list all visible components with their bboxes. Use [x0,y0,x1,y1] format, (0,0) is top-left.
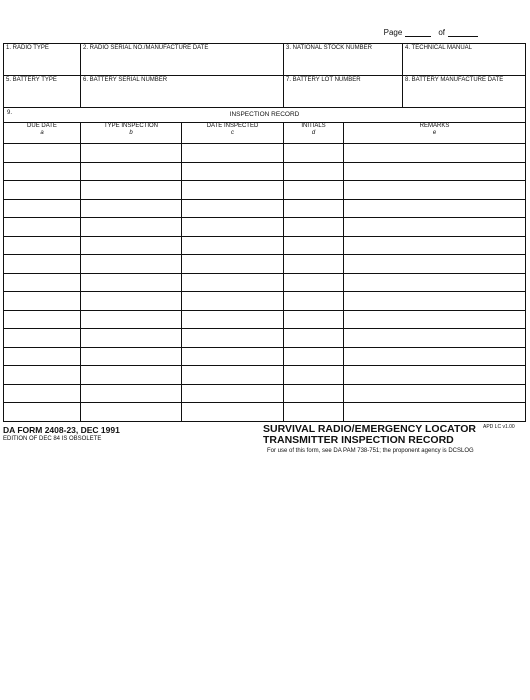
due-date-cell[interactable] [4,181,81,200]
due-date-cell[interactable] [4,403,81,422]
form-id: DA FORM 2408-23, DEC 1991 [3,425,120,435]
edition-note: EDITION OF DEC 84 IS OBSOLETE [3,436,102,442]
remarks-cell[interactable] [344,273,526,292]
table-row [4,181,526,200]
initials-cell[interactable] [284,403,344,422]
type-inspection-cell[interactable] [81,199,182,218]
due-date-cell[interactable] [4,366,81,385]
table-row [4,384,526,403]
page-total-field[interactable] [448,27,478,37]
type-inspection-cell[interactable] [81,162,182,181]
radio-serial-field[interactable] [81,44,284,76]
table-row [4,273,526,292]
battery-serial-field[interactable] [81,76,284,108]
battery-manufacture-label: 8. BATTERY MANUFACTURE DATE [405,77,504,83]
remarks-cell[interactable] [344,384,526,403]
initials-cell[interactable] [284,273,344,292]
due-date-cell[interactable] [4,347,81,366]
record-number: 9. [7,110,13,116]
table-row [4,329,526,348]
date-inspected-cell[interactable] [182,310,284,329]
due-date-cell[interactable] [4,310,81,329]
table-row [4,218,526,237]
due-date-cell[interactable] [4,162,81,181]
col-header-remarks: REMARKS e [344,123,526,144]
stock-number-field[interactable] [284,44,403,76]
due-date-cell[interactable] [4,384,81,403]
table-row [4,255,526,274]
table-row [4,347,526,366]
type-inspection-cell[interactable] [81,384,182,403]
stock-number-label: 3. NATIONAL STOCK NUMBER [286,45,372,51]
remarks-cell[interactable] [344,292,526,311]
table-row [4,310,526,329]
type-inspection-cell[interactable] [81,273,182,292]
initials-cell[interactable] [284,218,344,237]
type-inspection-cell[interactable] [81,144,182,163]
date-inspected-cell[interactable] [182,329,284,348]
inspection-form [3,43,526,422]
initials-cell[interactable] [284,366,344,385]
due-date-cell[interactable] [4,236,81,255]
col-header-type-inspection: TYPE INSPECTION b [81,123,182,144]
battery-lot-field[interactable] [284,76,403,108]
initials-cell[interactable] [284,199,344,218]
battery-serial-label: 6. BATTERY SERIAL NUMBER [83,77,168,83]
type-inspection-cell[interactable] [81,236,182,255]
table-row [4,162,526,181]
remarks-cell[interactable] [344,199,526,218]
initials-cell[interactable] [284,310,344,329]
date-inspected-cell[interactable] [182,255,284,274]
remarks-cell[interactable] [344,255,526,274]
table-row [4,403,526,422]
date-inspected-cell[interactable] [182,292,284,311]
type-inspection-cell[interactable] [81,310,182,329]
radio-type-label: 1. RADIO TYPE [6,45,49,51]
table-row [4,144,526,163]
type-inspection-cell[interactable] [81,366,182,385]
due-date-cell[interactable] [4,218,81,237]
date-inspected-cell[interactable] [182,347,284,366]
form-title-block [263,424,476,454]
type-inspection-cell[interactable] [81,292,182,311]
col-header-initials: INITIALS d [284,123,344,144]
initials-cell[interactable] [284,255,344,274]
initials-cell[interactable] [284,347,344,366]
due-date-cell[interactable] [4,292,81,311]
initials-cell[interactable] [284,236,344,255]
battery-manufacture-field[interactable] [403,76,526,108]
apd-version: APD LC v1.00 [483,424,515,430]
radio-serial-label: 2. RADIO SERIAL NO./MANUFACTURE DATE [83,45,209,51]
table-row [4,366,526,385]
page-label: Page [383,28,403,37]
table-row [4,199,526,218]
date-inspected-cell[interactable] [182,273,284,292]
date-inspected-cell[interactable] [182,181,284,200]
inspection-rows [4,144,526,422]
due-date-cell[interactable] [4,199,81,218]
type-inspection-cell[interactable] [81,403,182,422]
col-header-date-inspected: DATE INSPECTED c [182,123,284,144]
date-inspected-cell[interactable] [182,162,284,181]
technical-manual-label: 4. TECHNICAL MANUAL [405,45,473,51]
type-inspection-cell[interactable] [81,255,182,274]
battery-lot-label: 7. BATTERY LOT NUMBER [286,77,361,83]
remarks-cell[interactable] [344,366,526,385]
initials-cell[interactable] [284,292,344,311]
usage-note: For use of this form, see DA PAM 738-751; the proponent agency is DCSLOG [267,448,474,454]
table-row [4,236,526,255]
record-title: INSPECTION RECORD [229,111,300,118]
remarks-cell[interactable] [344,236,526,255]
remarks-cell[interactable] [344,181,526,200]
remarks-cell[interactable] [344,218,526,237]
date-inspected-cell[interactable] [182,218,284,237]
remarks-cell[interactable] [344,162,526,181]
date-inspected-cell[interactable] [182,384,284,403]
type-inspection-cell[interactable] [81,218,182,237]
remarks-cell[interactable] [344,310,526,329]
date-inspected-cell[interactable] [182,199,284,218]
type-inspection-cell[interactable] [81,329,182,348]
initials-cell[interactable] [284,181,344,200]
form-title-line2: TRANSMITTER INSPECTION RECORD [263,434,454,446]
of-label: of [438,28,445,37]
due-date-cell[interactable] [4,273,81,292]
initials-cell[interactable] [284,144,344,163]
form-identification [3,425,120,442]
date-inspected-cell[interactable] [182,403,284,422]
due-date-cell[interactable] [4,144,81,163]
remarks-cell[interactable] [344,144,526,163]
initials-cell[interactable] [284,384,344,403]
date-inspected-cell[interactable] [182,236,284,255]
date-inspected-cell[interactable] [182,366,284,385]
type-inspection-cell[interactable] [81,347,182,366]
radio-type-field[interactable] [4,44,81,76]
due-date-cell[interactable] [4,329,81,348]
technical-manual-field[interactable] [403,44,526,76]
form-title-line1: SURVIVAL RADIO/EMERGENCY LOCATOR [263,423,476,435]
inspection-record-header [4,108,526,123]
remarks-cell[interactable] [344,329,526,348]
battery-type-label: 5. BATTERY TYPE [6,77,57,83]
due-date-cell[interactable] [4,255,81,274]
initials-cell[interactable] [284,162,344,181]
page-number-field[interactable] [405,27,431,37]
page-number-line [384,27,478,37]
remarks-cell[interactable] [344,403,526,422]
type-inspection-cell[interactable] [81,181,182,200]
date-inspected-cell[interactable] [182,144,284,163]
col-header-due-date: DUE DATE a [4,123,81,144]
initials-cell[interactable] [284,329,344,348]
table-row [4,292,526,311]
remarks-cell[interactable] [344,347,526,366]
battery-type-field[interactable] [4,76,81,108]
